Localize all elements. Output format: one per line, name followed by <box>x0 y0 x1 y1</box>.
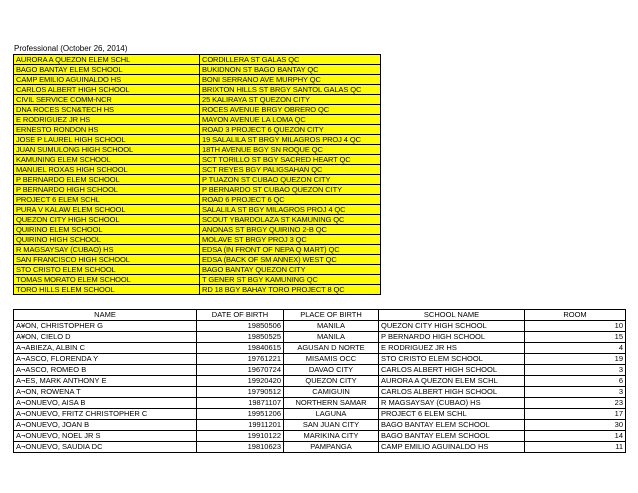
roster-row <box>14 354 626 365</box>
school-name-cell: E RODRIGUEZ JR HS <box>14 115 200 125</box>
school-name-cell: STO CRISTO ELEM SCHOOL <box>14 265 200 275</box>
school-name-cell: AURORA A QUEZON ELEM SCHL <box>379 376 525 387</box>
school-name-cell: R MAGSAYSAY (CUBAO) HS <box>14 245 200 255</box>
birth-place-cell: MISAMIS OCC <box>284 354 379 365</box>
birth-place-cell: MANILA <box>284 332 379 343</box>
school-row <box>14 125 381 135</box>
school-address-cell: SCT REYES BGY PALIGSAHAN QC <box>200 165 381 175</box>
roster-body <box>14 321 626 453</box>
birth-place-cell: DAVAO CITY <box>284 365 379 376</box>
header-birth-date: DATE OF BIRTH <box>197 310 284 321</box>
school-name-cell: DNA ROCES SCN&TECH HS <box>14 105 200 115</box>
school-row <box>14 235 381 245</box>
school-name-cell: CAMP EMILIO AGUINALDO HS <box>379 442 525 453</box>
school-name-cell: PROJECT 6 ELEM SCHL <box>379 409 525 420</box>
birth-place-cell: AGUSAN D NORTE <box>284 343 379 354</box>
school-address-table <box>13 54 381 295</box>
school-row <box>14 275 381 285</box>
school-name-cell: BAGO BANTAY ELEM SCHOOL <box>379 420 525 431</box>
birth-date-cell: 19920420 <box>197 376 284 387</box>
room-cell: 23 <box>525 398 626 409</box>
school-address-cell: BAGO BANTAY QUEZON CITY <box>200 265 381 275</box>
birth-date-cell: 19911201 <box>197 420 284 431</box>
birth-date-cell: 19951206 <box>197 409 284 420</box>
roster-row <box>14 420 626 431</box>
examinee-name-cell: A¬ON, ROWENA T <box>14 387 197 398</box>
roster-row <box>14 376 626 387</box>
school-name-cell: QUIRINO ELEM SCHOOL <box>14 225 200 235</box>
room-cell: 4 <box>525 343 626 354</box>
birth-date-cell: 19761221 <box>197 354 284 365</box>
school-address-cell: BONI SERRANO AVE MURPHY QC <box>200 75 381 85</box>
roster-row <box>14 398 626 409</box>
room-cell: 15 <box>525 332 626 343</box>
school-row <box>14 55 381 65</box>
room-cell: 11 <box>525 442 626 453</box>
school-name-cell: CAMP EMILIO AGUINALDO HS <box>14 75 200 85</box>
birth-date-cell: 19850525 <box>197 332 284 343</box>
birth-place-cell: PAMPANGA <box>284 442 379 453</box>
roster-row <box>14 332 626 343</box>
school-row <box>14 165 381 175</box>
examinee-name-cell: A¬ONUEVO, NOEL JR S <box>14 431 197 442</box>
school-row <box>14 85 381 95</box>
examinee-name-cell: A¬ABIEZA, ALBIN C <box>14 343 197 354</box>
birth-date-cell: 19850506 <box>197 321 284 332</box>
school-row <box>14 175 381 185</box>
school-name-cell: R MAGSAYSAY (CUBAO) HS <box>379 398 525 409</box>
school-row <box>14 185 381 195</box>
school-name-cell: P BERNARDO ELEM SCHOOL <box>14 175 200 185</box>
school-row <box>14 195 381 205</box>
school-name-cell: PROJECT 6 ELEM SCHL <box>14 195 200 205</box>
examinee-name-cell: A¥ON, CIELO D <box>14 332 197 343</box>
school-address-cell: BUKIDNON ST BAGO BANTAY QC <box>200 65 381 75</box>
school-row <box>14 105 381 115</box>
school-name-cell: TOMAS MORATO ELEM SCHOOL <box>14 275 200 285</box>
examinee-name-cell: A¬ASCO, FLORENDA Y <box>14 354 197 365</box>
birth-date-cell: 19871107 <box>197 398 284 409</box>
school-name-cell: PURA V KALAW ELEM SCHOOL <box>14 205 200 215</box>
school-address-cell: CORDILLERA ST GALAS QC <box>200 55 381 65</box>
header-school-name: SCHOOL NAME <box>379 310 525 321</box>
roster-row <box>14 409 626 420</box>
header-birth-place: PLACE OF BIRTH <box>284 310 379 321</box>
school-name-cell: CIVIL SERVICE COMM-NCR <box>14 95 200 105</box>
room-cell: 3 <box>525 387 626 398</box>
room-cell: 14 <box>525 431 626 442</box>
examinee-name-cell: A¬ONUEVO, AISA B <box>14 398 197 409</box>
school-name-cell: P BERNARDO HIGH SCHOOL <box>379 332 525 343</box>
school-row <box>14 255 381 265</box>
school-address-cell: ROAD 6 PROJECT 6 QC <box>200 195 381 205</box>
school-name-cell: QUIRINO HIGH SCHOOL <box>14 235 200 245</box>
school-name-cell: BAGO BANTAY ELEM SCHOOL <box>14 65 200 75</box>
birth-place-cell: MANILA <box>284 321 379 332</box>
school-address-cell: 25 KALIRAYA ST QUEZON CITY <box>200 95 381 105</box>
school-name-cell: SAN FRANCISCO HIGH SCHOOL <box>14 255 200 265</box>
school-name-cell: ERNESTO RONDON HS <box>14 125 200 135</box>
school-name-cell: E RODRIGUEZ JR HS <box>379 343 525 354</box>
examinee-name-cell: A¬ASCO, ROMEO B <box>14 365 197 376</box>
roster-row <box>14 431 626 442</box>
roster-row <box>14 343 626 354</box>
birth-place-cell: LAGUNA <box>284 409 379 420</box>
birth-date-cell: 19790512 <box>197 387 284 398</box>
school-address-cell: P BERNARDO ST CUBAO QUEZON CITY <box>200 185 381 195</box>
birth-place-cell: CAMIGUIN <box>284 387 379 398</box>
school-name-cell: CARLOS ALBERT HIGH SCHOOL <box>379 365 525 376</box>
school-row <box>14 145 381 155</box>
school-name-cell: JUAN SUMULONG HIGH SCHOOL <box>14 145 200 155</box>
school-address-cell: ROAD 3 PROJECT 6 QUEZON CITY <box>200 125 381 135</box>
document-title: Professional (October 26, 2014) <box>14 44 128 53</box>
school-address-cell: SALALILA ST BGY MILAGROS PROJ 4 QC <box>200 205 381 215</box>
school-name-cell: CARLOS ALBERT HIGH SCHOOL <box>379 387 525 398</box>
birth-date-cell: 19810623 <box>197 442 284 453</box>
birth-date-cell: 19670724 <box>197 365 284 376</box>
school-row <box>14 205 381 215</box>
school-address-cell: EDSA (IN FRONT OF NEPA Q MART) QC <box>200 245 381 255</box>
school-row <box>14 245 381 255</box>
school-address-cell: SCOUT YBARDOLAZA ST KAMUNING QC <box>200 215 381 225</box>
school-name-cell: KAMUNING ELEM SCHOOL <box>14 155 200 165</box>
school-address-cell: 18TH AVENUE BGY SN ROQUE QC <box>200 145 381 155</box>
school-row <box>14 285 381 295</box>
school-name-cell: BAGO BANTAY ELEM SCHOOL <box>379 431 525 442</box>
header-room: ROOM <box>525 310 626 321</box>
school-name-cell: JOSE P LAUREL HIGH SCHOOL <box>14 135 200 145</box>
room-cell: 6 <box>525 376 626 387</box>
roster-row <box>14 387 626 398</box>
school-address-cell: SCT TORILLO ST BGY SACRED HEART QC <box>200 155 381 165</box>
school-address-cell: 19 SALALILA ST BRGY MILAGROS PROJ 4 QC <box>200 135 381 145</box>
room-cell: 19 <box>525 354 626 365</box>
room-cell: 3 <box>525 365 626 376</box>
school-address-cell: T GENER ST BGY KAMUNING QC <box>200 275 381 285</box>
school-name-cell: P BERNARDO HIGH SCHOOL <box>14 185 200 195</box>
school-address-cell: EDSA (BACK OF SM ANNEX) WEST QC <box>200 255 381 265</box>
birth-place-cell: MARIKINA CITY <box>284 431 379 442</box>
school-address-cell: P TUAZON ST CUBAO QUEZON CITY <box>200 175 381 185</box>
school-name-cell: AURORA A QUEZON ELEM SCHL <box>14 55 200 65</box>
school-name-cell: QUEZON CITY HIGH SCHOOL <box>379 321 525 332</box>
school-address-cell: RD 18 BGY BAHAY TORO PROJECT 8 QC <box>200 285 381 295</box>
school-address-cell: MAYON AVENUE LA LOMA QC <box>200 115 381 125</box>
school-name-cell: QUEZON CITY HIGH SCHOOL <box>14 215 200 225</box>
school-row <box>14 265 381 275</box>
room-cell: 10 <box>525 321 626 332</box>
school-name-cell: MANUEL ROXAS HIGH SCHOOL <box>14 165 200 175</box>
school-name-cell: CARLOS ALBERT HIGH SCHOOL <box>14 85 200 95</box>
school-row <box>14 215 381 225</box>
school-name-cell: TORO HILLS ELEM SCHOOL <box>14 285 200 295</box>
roster-row <box>14 365 626 376</box>
birth-place-cell: NORTHERN SAMAR <box>284 398 379 409</box>
room-cell: 30 <box>525 420 626 431</box>
school-name-cell: STO CRISTO ELEM SCHOOL <box>379 354 525 365</box>
school-row <box>14 75 381 85</box>
examinee-name-cell: A¬ES, MARK ANTHONY E <box>14 376 197 387</box>
room-cell: 17 <box>525 409 626 420</box>
birth-date-cell: 19910122 <box>197 431 284 442</box>
examinee-name-cell: A¬ONUEVO, JOAN B <box>14 420 197 431</box>
school-row <box>14 225 381 235</box>
school-row <box>14 115 381 125</box>
school-row <box>14 135 381 145</box>
examinee-name-cell: A¬ONUEVO, SAUDIA DC <box>14 442 197 453</box>
birth-date-cell: 19840615 <box>197 343 284 354</box>
school-address-body <box>14 55 381 295</box>
school-row <box>14 155 381 165</box>
school-address-cell: ROCES AVENUE BRGY OBRERO QC <box>200 105 381 115</box>
school-address-cell: MOLAVE ST BRGY PROJ 3 QC <box>200 235 381 245</box>
examinee-roster-table <box>13 309 626 453</box>
school-row <box>14 95 381 105</box>
school-address-cell: BRIXTON HILLS ST BRGY SANTOL GALAS QC <box>200 85 381 95</box>
examinee-name-cell: A¥ON, CHRISTOPHER G <box>14 321 197 332</box>
header-name: NAME <box>14 310 197 321</box>
roster-header-row <box>14 310 626 321</box>
school-address-cell: ANONAS ST BRGY QUIRINO 2-B QC <box>200 225 381 235</box>
birth-place-cell: SAN JUAN CITY <box>284 420 379 431</box>
school-row <box>14 65 381 75</box>
examinee-name-cell: A¬ONUEVO, FRITZ CHRISTOPHER C <box>14 409 197 420</box>
roster-row <box>14 321 626 332</box>
birth-place-cell: QUEZON CITY <box>284 376 379 387</box>
roster-row <box>14 442 626 453</box>
